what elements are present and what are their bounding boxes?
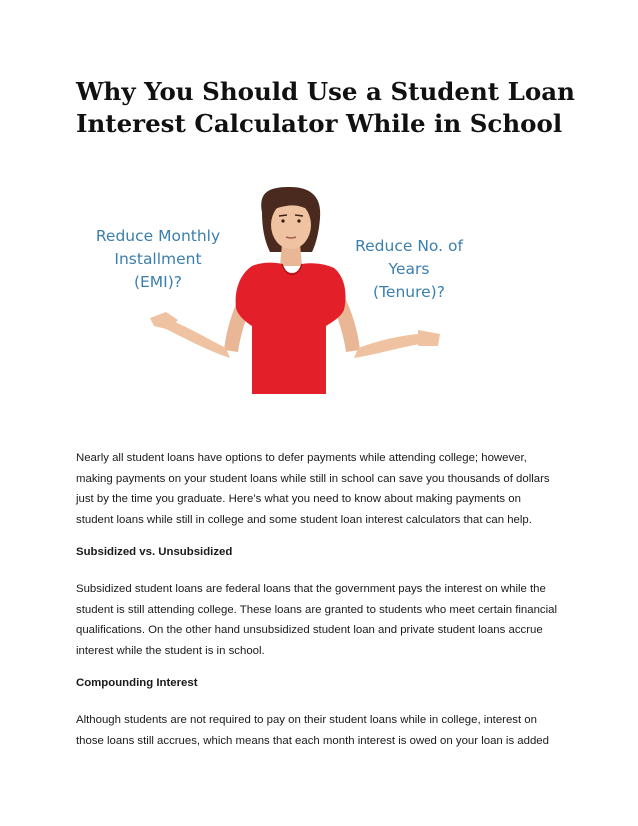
- tenure-question-line: Reduce No. of: [355, 237, 463, 255]
- emi-question-line: Reduce Monthly: [95, 227, 221, 245]
- title-line: Why You Should Use a Student Loan: [76, 77, 575, 106]
- emi-question-line: Installment: [114, 250, 202, 268]
- intro-paragraph: [76, 448, 566, 530]
- paragraph-line: student loans while still in college and some student loan interest calculators that can help.: [76, 513, 532, 526]
- paragraph-line: just by the time you graduate. Here’s what you need to know about making payments on: [76, 493, 521, 505]
- emi-question-label: [88, 225, 228, 294]
- tenure-question-line: Years: [388, 260, 430, 278]
- section-heading-compounding: Compounding Interest: [76, 677, 198, 689]
- compounding-paragraph: [76, 710, 566, 751]
- paragraph-line: Although students are not required to pay on their student loans while in college, interest on: [76, 714, 537, 726]
- paragraph-line: Nearly all student loans have options to defer payments while attending college; however,: [76, 452, 527, 464]
- paragraph-line: those loans still accrues, which means that each month interest is owed on your loan is added: [76, 734, 549, 747]
- paragraph-line: interest while the student is in school.: [76, 644, 265, 657]
- emi-question-line: (EMI)?: [133, 273, 183, 291]
- tenure-question-line: (Tenure)?: [373, 283, 445, 301]
- section-heading-subsidized: Subsidized vs. Unsubsidized: [76, 546, 233, 558]
- paragraph-line: student is still attending college. These loans are granted to students who meet certain financial: [76, 603, 558, 616]
- subsidized-paragraph: [76, 579, 566, 661]
- tenure-question-label: [350, 235, 468, 304]
- title-line: Interest Calculator While in School: [76, 109, 563, 138]
- paragraph-line: Subsidized student loans are federal loans that the government pays the interest on while the: [76, 583, 546, 595]
- paragraph-line: qualifications. On the other hand unsubsidized student loan and private student loans accrue: [76, 624, 543, 636]
- paragraph-line: making payments on your student loans while still in school can save you thousands of dollars: [76, 472, 550, 485]
